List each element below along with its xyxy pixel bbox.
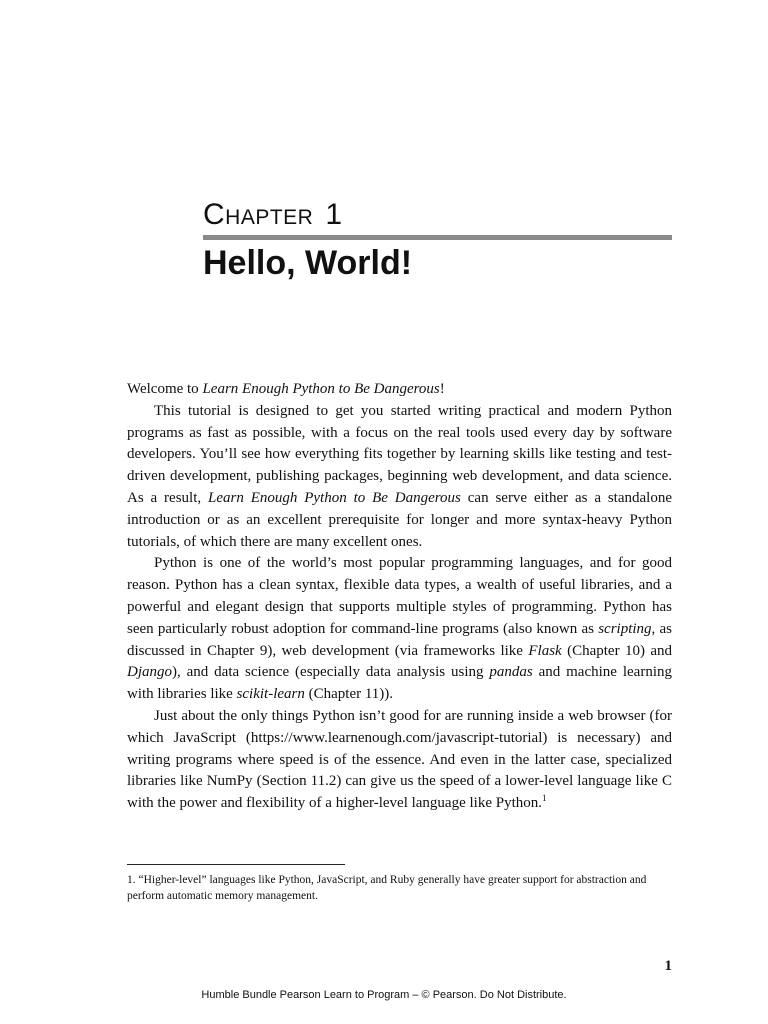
- text-run: ), and data science (especially data analysis using: [172, 664, 490, 681]
- term-pandas: pandas: [489, 664, 533, 681]
- body-text: [127, 379, 672, 815]
- chapter-label: Chapter: [203, 198, 314, 231]
- text-run: (Chapter 10) and: [561, 642, 672, 659]
- distribution-watermark: Humble Bundle Pearson Learn to Program – © Pearson. Do Not Distribute.: [201, 989, 567, 1001]
- page-number: 1: [664, 958, 672, 974]
- text-run: (Chapter 11)).: [304, 686, 394, 703]
- text-run: !: [439, 381, 445, 397]
- text-run: Welcome to: [127, 381, 203, 397]
- term-django: Django: [127, 664, 172, 681]
- footnote: 1. “Higher-level” languages like Python, JavaScript, and Ruby generally have greater support for abstraction and perform automatic memory management.: [127, 874, 647, 902]
- chapter-heading: [203, 195, 343, 235]
- paragraph-welcome: [127, 379, 672, 401]
- footnote-reference: 1: [542, 793, 547, 804]
- paragraph-limitations: [127, 706, 672, 815]
- text-run: This tutorial is designed to get you started writing practical and modern Python programs as fast as possible, with a focus on the real tools used every day by software developers. You’ll see how everything fits together by learning skills like testing and test-driven development, publishing packages, beginning web development, and data science. As a result,: [127, 402, 672, 506]
- term-scikit-learn: scikit-learn: [236, 686, 305, 703]
- footnote-divider: [127, 864, 345, 865]
- term-flask: Flask: [528, 642, 562, 659]
- book-title-italic: Learn Enough Python to Be Dangerous: [208, 489, 461, 506]
- paragraph-python-popular: [127, 553, 672, 706]
- chapter-title: Hello, World!: [203, 244, 413, 282]
- term-scripting: scripting: [598, 620, 652, 637]
- chapter-number: 1: [325, 198, 343, 231]
- text-run: , as discussed in Chapter 9), web development (via frameworks like: [127, 620, 673, 659]
- text-run: can serve either as a standalone introduction or as an excellent prerequisite for longer and more syntax-heavy Python tutorials, of which there are many excellent ones.: [127, 489, 672, 550]
- book-title-italic: Learn Enough Python to Be Dangerous: [202, 381, 440, 397]
- text-run: Just about the only things Python isn’t good for are running inside a web browser (for which JavaScript (https://www.learnenough.com/javascript-tutorial) is necessary) and writing programs where speed is of the essence. And even in the latter case, specialized libraries like NumPy (Section 11.2) can give us the speed of a lower-level language like C with the power and flexibility of a higher-level language like Python.: [127, 707, 672, 812]
- text-run: and machine learning with libraries like: [127, 664, 672, 703]
- text-run: Python is one of the world’s most popular programming languages, and for good reason. Python has a clean syntax, flexible data types, a wealth of useful libraries, and a powerful and elegant design that supports multiple styles of programming. Python has seen particularly robust adoption for command-line programs (also known as: [127, 555, 672, 637]
- paragraph-tutorial: [127, 401, 672, 554]
